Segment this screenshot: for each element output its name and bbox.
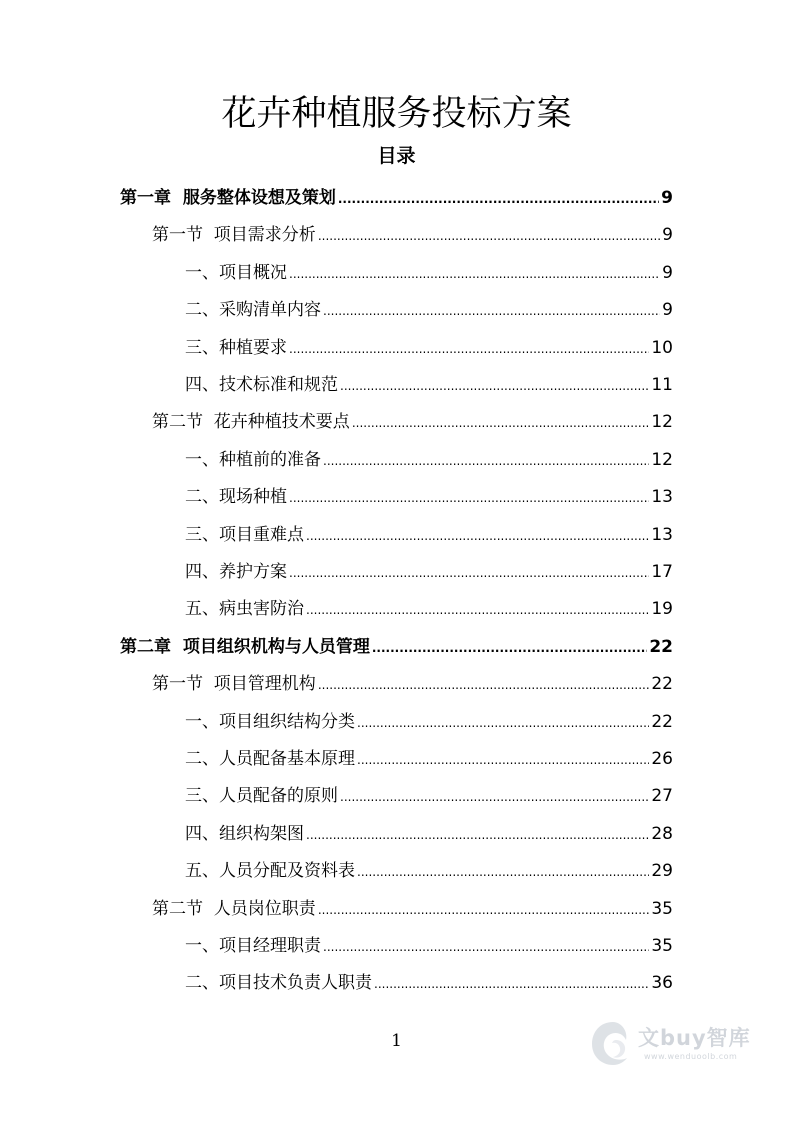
toc-entry-label: 二、人员配备基本原理: [185, 749, 355, 769]
toc-entry-page: 22: [649, 636, 673, 657]
toc-entry-label: 四、组织构架图: [185, 823, 304, 844]
toc-leader-dots: [306, 593, 649, 627]
page-number: 1: [391, 1031, 402, 1051]
toc-entry[interactable]: [185, 518, 673, 552]
toc-entry[interactable]: [152, 405, 673, 439]
toc-entry[interactable]: [185, 331, 673, 365]
toc-entry[interactable]: [185, 854, 673, 888]
toc-leader-dots: [289, 481, 649, 515]
toc-entry-page: 36: [651, 973, 673, 994]
toc-entry-label: 一、项目概况: [185, 262, 287, 283]
toc-entry-label: 三、项目重难点: [185, 524, 304, 545]
toc-entry-label: 五、人员分配及资料表: [185, 861, 355, 882]
toc-entry[interactable]: [185, 966, 673, 1000]
toc-entry-page: 35: [651, 936, 673, 956]
toc-heading: 目录: [377, 145, 416, 167]
toc-leader-dots: [318, 668, 650, 702]
toc-leader-dots: [357, 855, 649, 889]
watermark-text: 文buy智库: [638, 1026, 751, 1050]
toc-entry[interactable]: [185, 480, 673, 514]
toc-entry-page: 13: [651, 524, 673, 545]
toc-entry[interactable]: [185, 817, 673, 851]
toc-entry[interactable]: [185, 779, 673, 813]
toc-entry-label: 第二节 花卉种植技术要点: [152, 412, 350, 433]
toc-entry-label: 一、项目组织结构分类: [185, 711, 355, 732]
toc-entry-page: 9: [662, 225, 673, 246]
toc-leader-dots: [338, 182, 659, 216]
toc-entry-label: 四、养护方案: [185, 562, 287, 582]
toc-entry-page: 12: [651, 412, 673, 433]
toc-entry-page: 9: [662, 300, 673, 321]
toc-entry[interactable]: [152, 892, 673, 926]
toc-leader-dots: [306, 519, 649, 553]
toc-entry-page: 9: [662, 262, 673, 283]
toc-entry-page: 9: [661, 188, 673, 208]
toc-entry-page: 28: [651, 823, 673, 844]
toc-entry-page: 27: [651, 786, 673, 807]
toc-leader-dots: [289, 556, 649, 590]
toc-entry[interactable]: [185, 443, 673, 477]
toc-entry-label: 二、采购清单内容: [185, 300, 321, 321]
toc-entry-label: 五、病虫害防治: [185, 599, 304, 620]
toc-entry[interactable]: [185, 705, 673, 739]
toc-entry-page: 13: [651, 487, 673, 508]
toc-leader-dots: [357, 743, 649, 777]
toc-entry[interactable]: [120, 630, 673, 664]
document-title: 花卉种植服务投标方案: [221, 94, 572, 134]
toc-entry[interactable]: [120, 181, 673, 215]
toc-entry-page: 22: [651, 674, 673, 695]
toc-entry[interactable]: [185, 368, 673, 402]
toc-entry-label: 第一章 服务整体设想及策划: [120, 188, 336, 208]
toc-leader-dots: [340, 780, 649, 814]
toc-entry-page: 35: [651, 898, 673, 919]
toc-entry-page: 26: [651, 749, 673, 769]
toc-entry-page: 17: [651, 562, 673, 582]
toc-entry[interactable]: [185, 929, 673, 963]
toc-entry[interactable]: [185, 256, 673, 290]
watermark-url: www.wenduoolb.com: [644, 1052, 738, 1061]
toc-entry[interactable]: [185, 742, 673, 776]
toc-entry[interactable]: [185, 293, 673, 327]
toc-leader-dots: [318, 893, 650, 927]
toc-entry-label: 第二章 项目组织机构与人员管理: [120, 636, 370, 657]
toc-leader-dots: [289, 332, 649, 366]
toc-leader-dots: [340, 369, 649, 403]
toc-entry-page: 12: [651, 449, 673, 470]
toc-entry-page: 10: [651, 337, 673, 358]
toc-entry-label: 第一节 项目需求分析: [152, 225, 316, 246]
toc-leader-dots: [323, 930, 649, 964]
swirl-logo-icon: [588, 1018, 638, 1070]
toc-entry-page: 22: [651, 711, 673, 732]
toc-entry[interactable]: [185, 555, 673, 589]
toc-entry[interactable]: [185, 592, 673, 626]
toc-leader-dots: [372, 631, 647, 665]
toc-leader-dots: [323, 294, 660, 328]
toc-entry-label: 二、项目技术负责人职责: [185, 973, 372, 994]
toc-leader-dots: [357, 706, 649, 740]
toc-leader-dots: [318, 219, 660, 253]
toc-leader-dots: [352, 406, 650, 440]
toc-entry-label: 二、现场种植: [185, 487, 287, 508]
toc-entry-label: 三、人员配备的原则: [185, 786, 338, 807]
toc-entry-label: 一、项目经理职责: [185, 936, 321, 956]
toc-entry-label: 第二节 人员岗位职责: [152, 898, 316, 919]
toc-entry-page: 19: [651, 599, 673, 620]
toc-entry-page: 29: [651, 861, 673, 882]
watermark: [588, 1016, 763, 1076]
toc-entry[interactable]: [152, 218, 673, 252]
toc-leader-dots: [306, 818, 649, 852]
toc-entry[interactable]: [152, 667, 673, 701]
toc-leader-dots: [374, 967, 649, 1001]
toc-entry-label: 一、种植前的准备: [185, 449, 321, 470]
toc-entry-label: 三、种植要求: [185, 337, 287, 358]
toc-leader-dots: [323, 444, 649, 478]
toc-entry-label: 第一节 项目管理机构: [152, 674, 316, 695]
toc-leader-dots: [289, 257, 660, 291]
toc-entry-page: 11: [651, 375, 673, 395]
toc-entry-label: 四、技术标准和规范: [185, 375, 338, 395]
